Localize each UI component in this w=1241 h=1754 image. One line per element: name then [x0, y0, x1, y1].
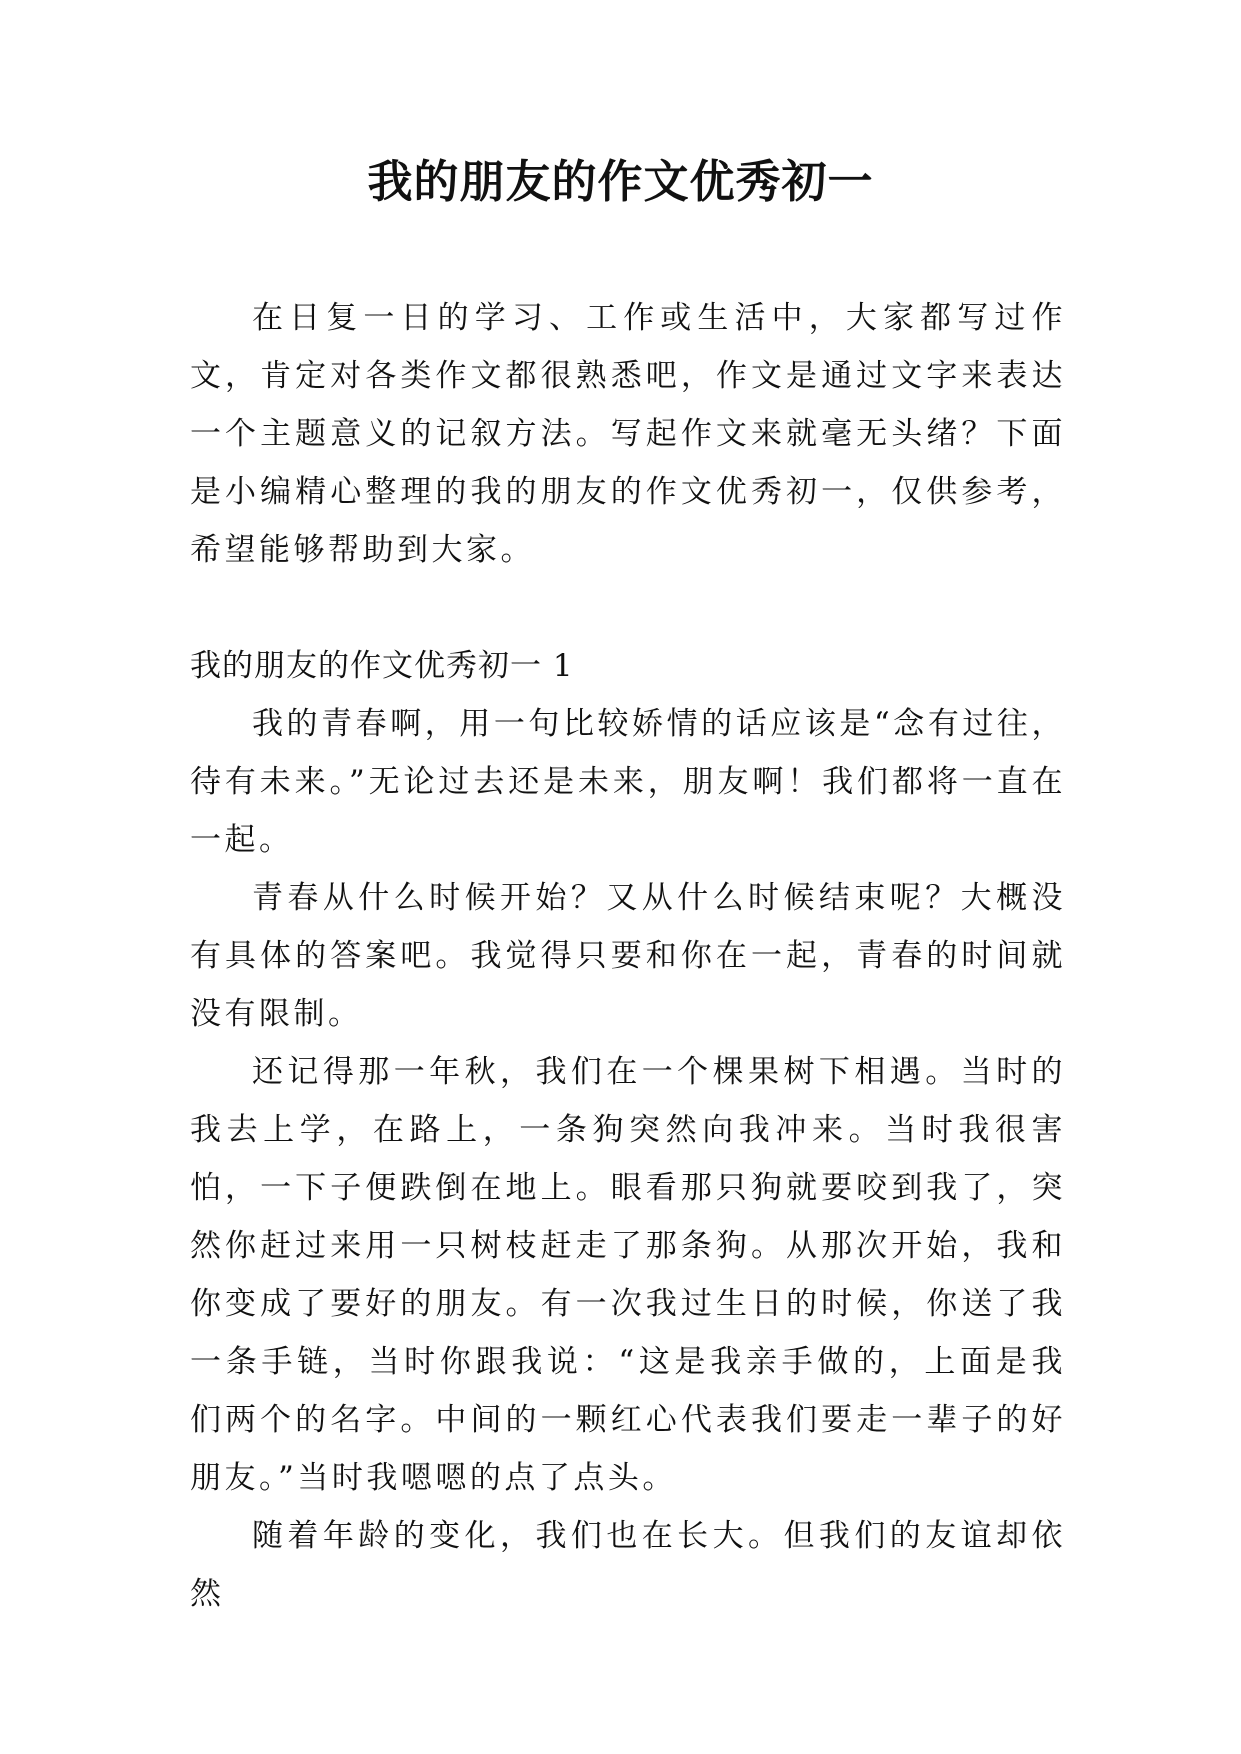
section-heading: 我的朋友的作文优秀初一 1: [190, 648, 574, 684]
body-paragraph: 随着年龄的变化，我们也在长大。但我们的友谊却依然: [190, 1518, 1066, 1612]
body-paragraph: 还记得那一年秋，我们在一个棵果树下相遇。当时的我去上学，在路上，一条狗突然向我冲来。当时我很害怕，一下子便跌倒在地上。眼看那只狗就要咬到我了，突然你赶过来用一只树枝赶走了那条狗。从那次开始，我和你变成了要好的朋友。有一次我过生日的时候，你送了我一条手链，当时你跟我说：“这是我亲手做的，上面是我们两个的名字。中间的一颗红心代表我们要走一辈子的好朋友。”当时我嗯嗯的点了点头。: [190, 1054, 1066, 1496]
body-paragraph: 我的青春啊，用一句比较娇情的话应该是“念有过往，待有未来。”无论过去还是未来，朋友啊！我们都将一直在一起。: [190, 706, 1066, 858]
intro-paragraph: 在日复一日的学习、工作或生活中，大家都写过作文，肯定对各类作文都很熟悉吧，作文是通过文字来表达一个主题意义的记叙方法。写起作文来就毫无头绪？下面是小编精心整理的我的朋友的作文优秀初一，仅供参考，希望能够帮助到大家。: [190, 300, 1066, 568]
body-paragraph: 青春从什么时候开始？又从什么时候结束呢？大概没有具体的答案吧。我觉得只要和你在一起，青春的时间就没有限制。: [190, 880, 1066, 1032]
document-title: 我的朋友的作文优秀初一: [367, 155, 874, 208]
document-body: [190, 289, 1066, 1623]
